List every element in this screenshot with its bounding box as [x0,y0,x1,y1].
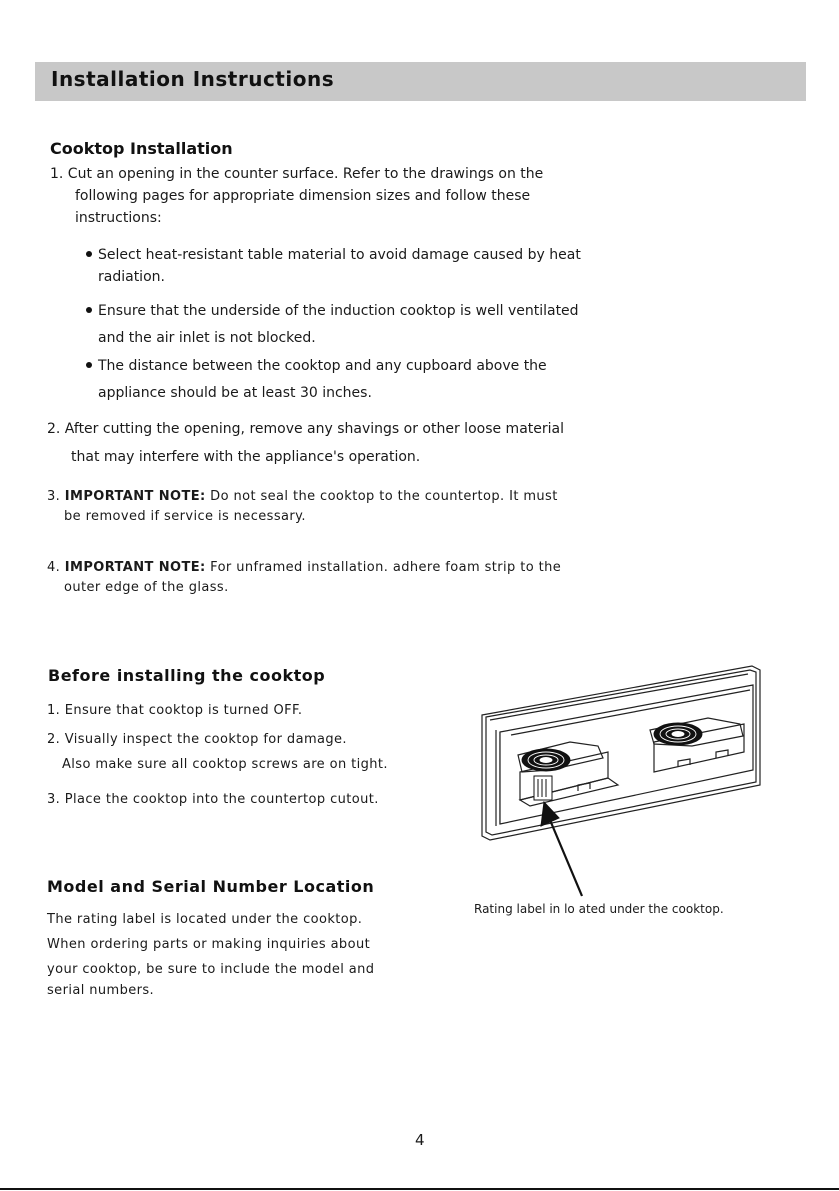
step3-label: IMPORTANT NOTE: [64,489,206,504]
step2-line1: 2. After cutting the opening, remove any shavings or other loose material [47,421,564,437]
step3-text: Do not seal the cooktop to the countertop. It must [205,489,558,504]
before-item-3: 3. Place the cooktop into the countertop cutout. [47,792,379,807]
bullet-icon [86,362,92,368]
before-item-2: 2. Visually inspect the cooktop for damage. [47,732,347,747]
bottom-rule [0,1188,839,1190]
model-serial-line1: The rating label is located under the cooktop. [47,912,363,927]
step4-line2: outer edge of the glass. [64,580,229,595]
bullet-3-line1: The distance between the cooktop and any cupboard above the [98,358,547,374]
step3-number: 3. [47,489,61,504]
model-serial-line3: your cooktop, be sure to include the model and [47,962,375,977]
figure-caption: Rating label in lo ated under the cooktop. [474,902,724,916]
step4-line1 [47,559,561,576]
bullet-2-line2: and the air inlet is not blocked. [98,330,316,346]
page-title: Installation Instructions [51,67,335,91]
left-coil [522,749,570,771]
step1-line2: following pages for appropriate dimension sizes and follow these [75,188,531,204]
step4-label: IMPORTANT NOTE: [64,560,206,575]
section-title-model-serial: Model and Serial Number Location [47,877,375,896]
before-item-2-cont: Also make sure all cooktop screws are on tight. [62,757,388,772]
section-title-before-installing: Before installing the cooktop [48,666,326,685]
step2-line2: that may interfere with the appliance's operation. [71,449,421,465]
right-coil [654,723,702,745]
before-item-1: 1. Ensure that cooktop is turned OFF. [47,703,303,718]
step1-line1: 1. Cut an opening in the counter surface. Refer to the drawings on the [50,166,544,182]
bullet-1-line2: radiation. [98,269,165,285]
rating-label [534,776,552,800]
step4-text: For unframed installation. adhere foam strip to the [205,560,562,575]
model-serial-line2: When ordering parts or making inquiries about [47,937,371,952]
bullet-1-line1: Select heat-resistant table material to avoid damage caused by heat [98,247,581,263]
header-bar [35,62,806,101]
bullet-icon [86,251,92,257]
bullet-2-line1: Ensure that the underside of the induction cooktop is well ventilated [98,303,579,319]
step3-line2: be removed if service is necessary. [64,509,306,524]
bullet-3-line2: appliance should be at least 30 inches. [98,385,372,401]
cooktop-underside-figure [478,660,768,900]
step4-number: 4. [47,560,61,575]
bullet-icon [86,307,92,313]
bullet-3 [86,357,547,375]
bullet-1 [86,246,581,264]
step1-line3: instructions: [75,210,162,226]
model-serial-line4: serial numbers. [47,983,155,998]
step3-line1 [47,488,558,505]
bullet-2 [86,302,579,320]
section-title-cooktop-installation: Cooktop Installation [50,139,233,158]
page-number: 4 [415,1131,425,1149]
